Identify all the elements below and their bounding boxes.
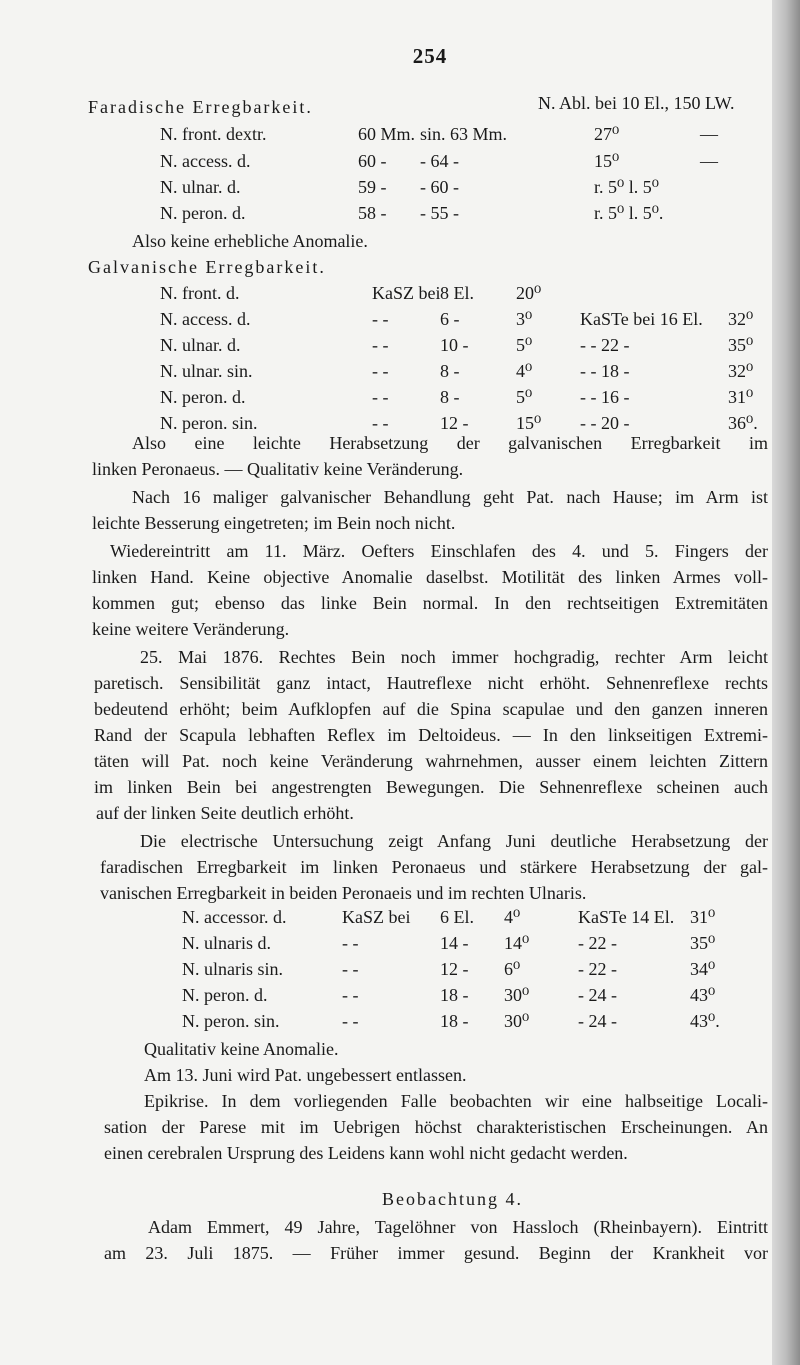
galvanic2-row-value: - 24 - — [578, 985, 617, 1005]
galvanic-row-name: N. peron. d. — [160, 387, 246, 407]
galvanic2-row-value: 43⁰. — [690, 1011, 720, 1031]
galvanic-row-value: 6 - — [440, 309, 460, 329]
paragraph-line: im linken Bein bei angestrengten Bewegungen. Die Sehnenreflexe scheinen auch — [94, 777, 768, 797]
paragraph-line: faradischen Erregbarkeit im linken Peronaeus und stärkere Herabsetzung der gal- — [100, 857, 768, 877]
galvanic-row-value: 3⁰ — [516, 309, 533, 329]
galvanic-row-value: 8 - — [440, 361, 460, 381]
faradic-row-value: 15⁰ — [594, 151, 620, 171]
paragraph-line: Nach 16 maliger galvanischer Behandlung geht Pat. nach Hause; im Arm ist — [132, 487, 768, 507]
faradic-column-header: N. Abl. bei 10 El., 150 LW. — [538, 93, 735, 113]
galvanic-heading: Galvanische Erregbarkeit. — [88, 257, 326, 277]
galvanic-row-value: 4⁰ — [516, 361, 533, 381]
galvanic2-row-name: N. ulnaris sin. — [182, 959, 283, 979]
galvanic-row-value: 5⁰ — [516, 335, 533, 355]
galvanic2-row-value: 18 - — [440, 1011, 469, 1031]
galvanic-row-value: - - — [372, 361, 389, 381]
faradic-row-value: 59 - — [358, 177, 387, 197]
galvanic2-row-value: 30⁰ — [504, 985, 530, 1005]
galvanic2-row-name: N. ulnaris d. — [182, 933, 271, 953]
galvanic2-row-value: - - — [342, 985, 359, 1005]
galvanic-row-value: 32⁰ — [728, 361, 754, 381]
faradic-conclusion: Also keine erhebliche Anomalie. — [132, 231, 368, 251]
galvanic-row-value: 31⁰ — [728, 387, 754, 407]
galvanic2-row-value: 4⁰ — [504, 907, 521, 927]
epikrise-line: sation der Parese mit im Uebrigen höchst charakteristischen Erscheinungen. An — [104, 1117, 768, 1137]
faradic-row-name: N. ulnar. d. — [160, 177, 241, 197]
faradic-row-value: — — [700, 151, 718, 171]
galvanic2-row-value: - - — [342, 1011, 359, 1031]
galvanic2-row-value: - 22 - — [578, 959, 617, 979]
galvanic2-row-value: 6⁰ — [504, 959, 521, 979]
faradic-row-name: N. front. dextr. — [160, 124, 267, 144]
galvanic-row-value: - - 18 - — [580, 361, 630, 381]
galvanic-row-value: 8 - — [440, 387, 460, 407]
faradic-row-name: N. access. d. — [160, 151, 251, 171]
galvanic2-row-value: 34⁰ — [690, 959, 716, 979]
galvanic2-row-value: 6 El. — [440, 907, 474, 927]
galvanic2-row-name: N. accessor. d. — [182, 907, 287, 927]
galvanic2-row-name: N. peron. d. — [182, 985, 268, 1005]
faradic-row-value: 58 - — [358, 203, 387, 223]
galvanic2-row-value: - - — [342, 933, 359, 953]
galvanic2-row-value: 14⁰ — [504, 933, 530, 953]
paragraph-line: 25. Mai 1876. Rechtes Bein noch immer hochgradig, rechter Arm leicht — [140, 647, 768, 667]
galvanic2-row-value: 12 - — [440, 959, 469, 979]
galvanic2-row-value: - 24 - — [578, 1011, 617, 1031]
galvanic-row-value: - - — [372, 387, 389, 407]
galvanic2-row-value: - 22 - — [578, 933, 617, 953]
faradic-row-value: — — [700, 124, 718, 144]
paragraph-line: Rand der Scapula lebhaften Reflex im Deltoideus. — In den linkseitigen Extremi- — [94, 725, 768, 745]
galvanic2-row-name: N. peron. sin. — [182, 1011, 280, 1031]
paragraph-line: paretisch. Sensibilität ganz intact, Hautreflexe nicht erhöht. Sehnenreflexe rechts — [94, 673, 768, 693]
paragraph-line: Adam Emmert, 49 Jahre, Tagelöhner von Hassloch (Rheinbayern). Eintritt — [148, 1217, 768, 1237]
galvanic2-row-value: 18 - — [440, 985, 469, 1005]
faradic-row-value: 27⁰ — [594, 124, 620, 144]
galvanic-row-name: N. ulnar. d. — [160, 335, 241, 355]
paragraph-line: bedeutend erhöht; beim Aufklopfen auf die Spina scapulae und den ganzen inneren — [94, 699, 768, 719]
galvanic-row-value: 5⁰ — [516, 387, 533, 407]
galvanic-row-value: 35⁰ — [728, 335, 754, 355]
galvanic-row-value: 15⁰ — [516, 413, 542, 433]
page-gutter-shadow — [772, 0, 800, 1365]
paragraph-line: linken Hand. Keine objective Anomalie daselbst. Motilität des linken Armes voll- — [92, 567, 768, 587]
faradic-row-value: r. 5⁰ l. 5⁰ — [594, 177, 659, 197]
section-heading: Beobachtung 4. — [382, 1189, 523, 1209]
faradic-row-value: 60 - — [358, 151, 387, 171]
galvanic2-row-value: 43⁰ — [690, 985, 716, 1005]
galvanic2-row-value: 30⁰ — [504, 1011, 530, 1031]
galvanic-row-value: 10 - — [440, 335, 469, 355]
galvanic-row-name: N. access. d. — [160, 309, 251, 329]
galvanic-row-name: N. ulnar. sin. — [160, 361, 253, 381]
galvanic-row-value: 36⁰. — [728, 413, 758, 433]
faradic-row-value: r. 5⁰ l. 5⁰. — [594, 203, 664, 223]
faradic-row-value: 60 Mm. — [358, 124, 416, 144]
paragraph-line: kommen gut; ebenso das linke Bein normal. In den rechtseitigen Extremitäten — [92, 593, 768, 613]
faradic-heading: Faradische Erregbarkeit. — [88, 97, 313, 117]
faradic-row-value: sin. 63 Mm. — [420, 124, 508, 144]
paragraph-line: auf der linken Seite deutlich erhöht. — [96, 803, 354, 823]
galvanic-row-value: 20⁰ — [516, 283, 542, 303]
faradic-row-name: N. peron. d. — [160, 203, 246, 223]
faradic-row-value: - 60 - — [420, 177, 459, 197]
galvanic-row-name: N. peron. sin. — [160, 413, 258, 433]
galvanic-row-value: 32⁰ — [728, 309, 754, 329]
epikrise-line: einen cerebralen Ursprung des Leidens kann wohl nicht gedacht werden. — [104, 1143, 628, 1163]
paragraph-line: Die electrische Untersuchung zeigt Anfang Juni deutliche Herabsetzung der — [140, 831, 768, 851]
galvanic2-row-value: - - — [342, 959, 359, 979]
galvanic2-row-value: KaSZ bei — [342, 907, 411, 927]
paragraph-line: Also eine leichte Herabsetzung der galvanischen Erregbarkeit im — [132, 433, 768, 453]
faradic-row-value: - 55 - — [420, 203, 459, 223]
paragraph-line: Wiedereintritt am 11. März. Oefters Einschlafen des 4. und 5. Fingers der — [110, 541, 768, 561]
galvanic-row-value: 12 - — [440, 413, 469, 433]
galvanic2-row-value: 35⁰ — [690, 933, 716, 953]
paragraph-line: täten will Pat. noch keine Veränderung wahrnehmen, ausser einem leichten Zittern — [94, 751, 768, 771]
galvanic-row-value: - - 22 - — [580, 335, 630, 355]
galvanic-row-value: - - 16 - — [580, 387, 630, 407]
paragraph-line: vanischen Erregbarkeit in beiden Peronaeis und im rechten Ulnaris. — [100, 883, 587, 903]
paragraph-line: keine weitere Veränderung. — [92, 619, 290, 639]
paragraph-line: linken Peronaeus. — Qualitativ keine Veränderung. — [92, 459, 464, 479]
galvanic-row-value: KaSZ bei — [372, 283, 441, 303]
galvanic-row-value: - - — [372, 309, 389, 329]
page-number: 254 — [412, 44, 448, 68]
galvanic-row-value: KaSTe bei 16 El. — [580, 309, 703, 329]
closing-line: Qualitativ keine Anomalie. — [144, 1039, 339, 1059]
galvanic2-row-value: 14 - — [440, 933, 469, 953]
epikrise-line: Epikrise. In dem vorliegenden Falle beobachten wir eine halbseitige Locali- — [144, 1091, 768, 1111]
galvanic-row-value: - - — [372, 335, 389, 355]
galvanic-row-value: - - — [372, 413, 389, 433]
galvanic-row-name: N. front. d. — [160, 283, 240, 303]
galvanic2-row-value: 31⁰ — [690, 907, 716, 927]
galvanic-row-value: - - 20 - — [580, 413, 630, 433]
faradic-row-value: - 64 - — [420, 151, 459, 171]
galvanic2-row-value: KaSTe 14 El. — [578, 907, 675, 927]
paragraph-line: leichte Besserung eingetreten; im Bein noch nicht. — [92, 513, 456, 533]
galvanic-row-value: 8 El. — [440, 283, 474, 303]
paragraph-line: am 23. Juli 1875. — Früher immer gesund. Beginn der Krankheit vor — [104, 1243, 768, 1263]
closing-line: Am 13. Juni wird Pat. ungebessert entlassen. — [144, 1065, 467, 1085]
